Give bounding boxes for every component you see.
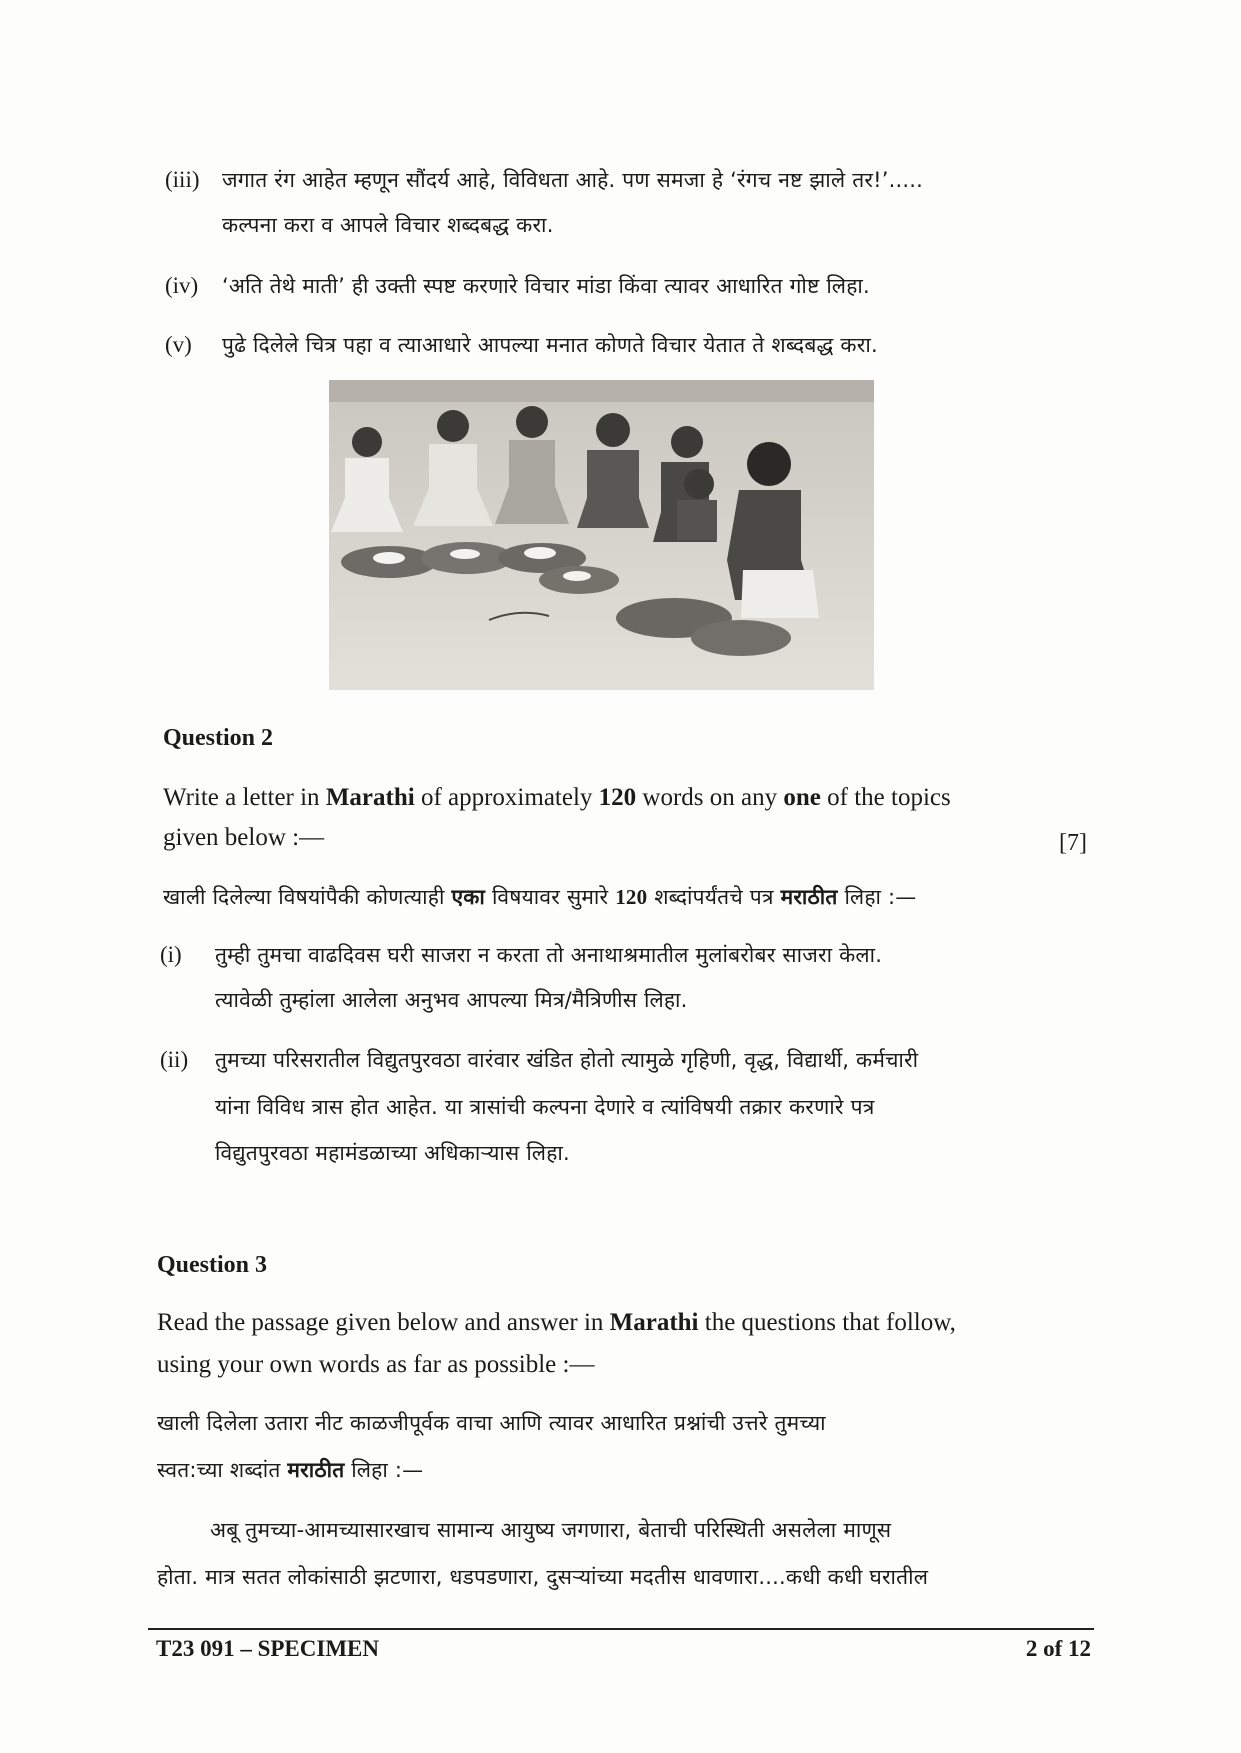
item-number: (iii) — [165, 167, 200, 192]
item-text: कल्पना करा व आपले विचार शब्दबद्ध करा. — [222, 213, 554, 237]
item-text: पुढे दिलेले चित्र पहा व त्याआधारे आपल्या मनात कोणते विचार येतात ते शब्दबद्ध करा. — [222, 333, 878, 357]
question-3-heading: Question 3 — [157, 1252, 268, 1278]
item-text: जगात रंग आहेत म्हणून सौंदर्य आहे, विविधता आहे. पण समजा हे ‘रंगच नष्ट झाले तर!’..... — [222, 168, 924, 192]
item-text: तुमच्या परिसरातील विद्युतपुरवठा वारंवार खंडित होतो त्यामुळे गृहिणी, वृद्ध, विद्यार्थी, कर्मचारी — [215, 1048, 919, 1072]
text-run: of approximately — [414, 784, 599, 811]
q2-instruction-mr — [163, 882, 916, 912]
item-number: (ii) — [160, 1047, 189, 1072]
text-run: शब्दांपर्यंतचे पत्र — [647, 885, 781, 909]
question-2-heading: Question 2 — [163, 725, 274, 751]
item-text: यांना विविध त्रास होत आहेत. या त्रासांची कल्पना देणारे व त्यांविषयी तक्रार करणारे पत्र — [215, 1095, 875, 1119]
bold-run: one — [783, 784, 821, 811]
q3-instruction-en-line2: using your own words as far as possible :— — [157, 1351, 595, 1378]
item-text: ‘अति तेथे माती’ ही उक्ती स्पष्ट करणारे विचार मांडा किंवा त्यावर आधारित गोष्ट लिहा. — [222, 274, 870, 298]
paper-code: T23 091 – SPECIMEN — [156, 1636, 379, 1661]
item-text: विद्युतपुरवठा महामंडळाच्या अधिकाऱ्यास लिहा. — [215, 1141, 570, 1165]
q2-instruction-en-line1 — [163, 783, 951, 813]
page-number: 2 of 12 — [1025, 1636, 1091, 1661]
bold-run: Marathi — [609, 1309, 699, 1336]
bold-run: 120 — [615, 885, 648, 909]
text-run: Write a letter in — [163, 784, 326, 811]
text-run: of the topics — [820, 784, 951, 811]
item-text: त्यावेळी तुम्हांला आलेला अनुभव आपल्या मित्र/मैत्रिणीस लिहा. — [215, 988, 688, 1012]
bold-run: एका — [451, 885, 486, 909]
item-number: (v) — [165, 332, 192, 357]
text-run: विषयावर सुमारे — [485, 885, 616, 909]
item-number: (iv) — [165, 273, 199, 298]
q3-instruction-mr-line2 — [157, 1455, 423, 1485]
passage-line: होता. मात्र सतत लोकांसाठी झटणारा, धडपडणारा, दुसऱ्यांच्या मदतीस धावणारा....कधी कधी घरातील — [157, 1565, 929, 1589]
q3-instruction-en-line1 — [157, 1308, 956, 1338]
bold-run: Marathi — [325, 784, 415, 811]
text-run: लिहा :— — [344, 1458, 424, 1482]
text-run: लिहा :— — [837, 885, 917, 909]
text-run: खाली दिलेल्या विषयांपैकी कोणत्याही — [163, 885, 452, 909]
bold-run: 120 — [598, 784, 637, 811]
bold-run: मराठीत — [287, 1458, 345, 1482]
children-eating-photo — [329, 380, 874, 690]
item-text: तुम्ही तुमचा वाढदिवस घरी साजरा न करता तो अनाथाश्रमातील मुलांबरोबर साजरा केला. — [215, 943, 883, 967]
marks-label: [7] — [1059, 830, 1087, 856]
passage-line: अबू तुमच्या-आमच्यासारखाच सामान्य आयुष्य जगणारा, बेताची परिस्थिती असलेला माणूस — [210, 1518, 892, 1542]
q3-instruction-mr-line1: खाली दिलेला उतारा नीट काळजीपूर्वक वाचा आणि त्यावर आधारित प्रश्नांची उत्तरे तुमच्या — [157, 1411, 826, 1435]
text-run: the questions that follow, — [698, 1309, 956, 1336]
footer-divider — [148, 1628, 1094, 1630]
text-run: Read the passage given below and answer in — [157, 1309, 610, 1336]
item-number: (i) — [160, 942, 182, 967]
q2-instruction-en-line2: given below :— — [163, 824, 325, 851]
text-run: words on any — [636, 784, 784, 811]
text-run: स्वत:च्या शब्दांत — [157, 1458, 288, 1482]
bold-run: मराठीत — [780, 885, 838, 909]
